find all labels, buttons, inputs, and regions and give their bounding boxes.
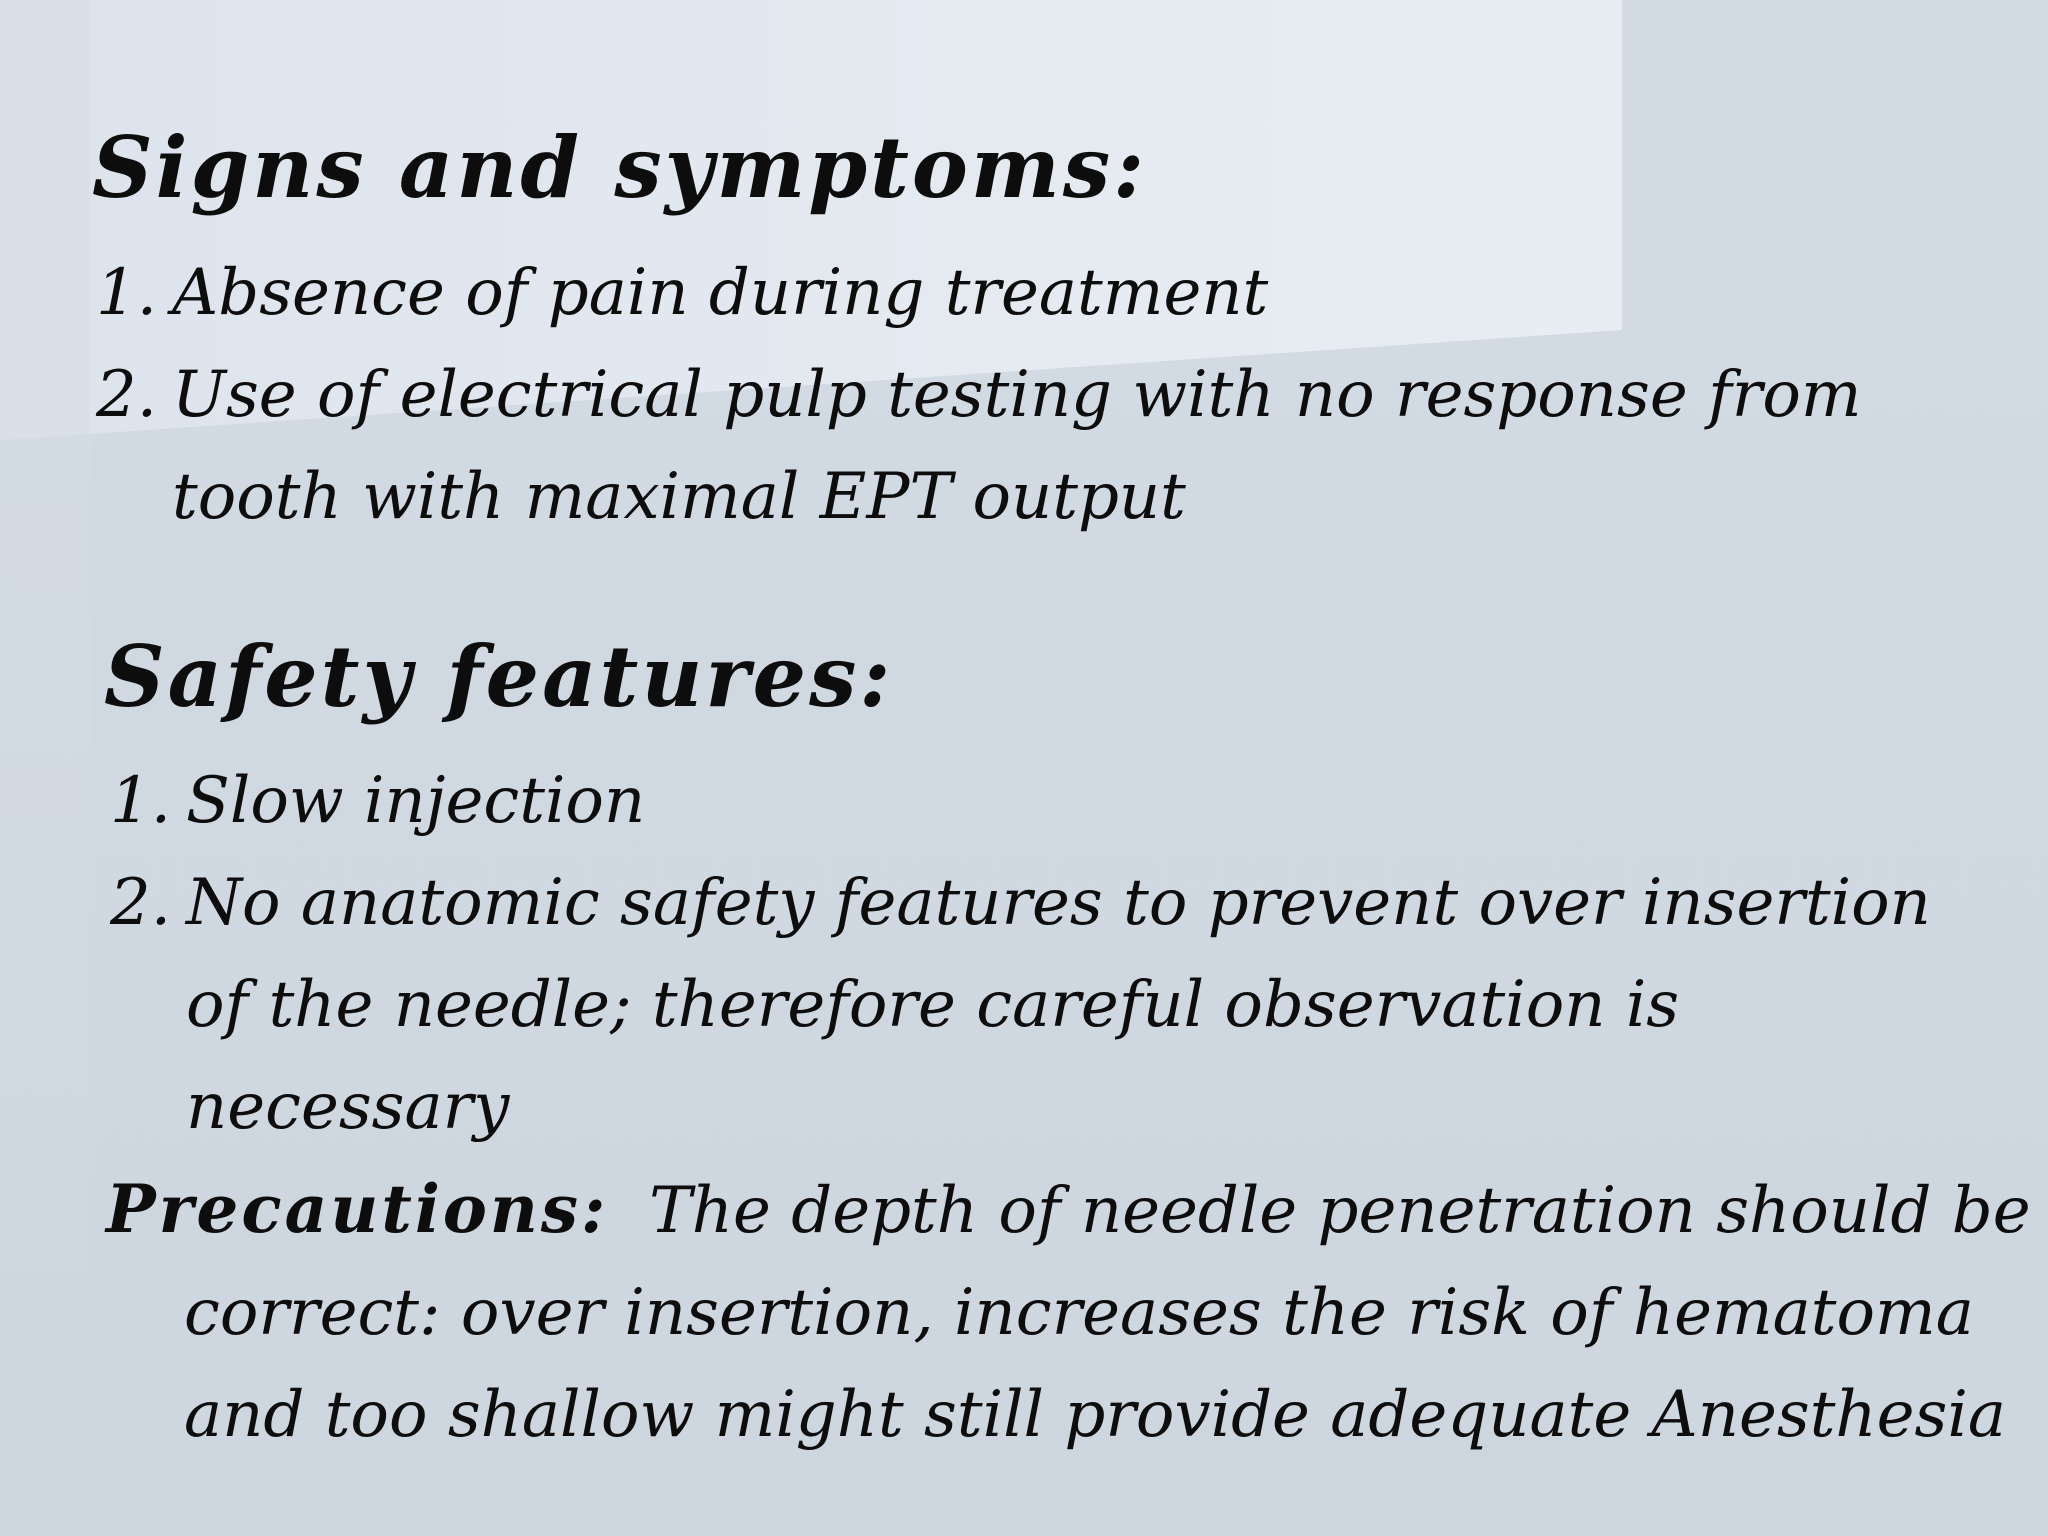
list-item-number: 2.	[96, 358, 158, 432]
precautions-text: The depth of needle penetration should be correct: over insertion, increases the risk of hematoma and too shallow might still provide adequate Anesthesia	[184, 1174, 2031, 1452]
precautions-label: Precautions:	[106, 1170, 609, 1248]
list-item-number: 2.	[110, 866, 172, 940]
list-item	[96, 344, 1996, 548]
list-item-number: 1.	[96, 256, 158, 330]
signs-list	[96, 242, 1996, 548]
list-item-text: Slow injection	[186, 764, 646, 838]
list-item-text: Absence of pain during treatment	[172, 256, 1269, 330]
list-item-text: No anatomic safety features to prevent over insertion of the needle; therefore careful observation is necessary	[186, 866, 1931, 1144]
list-item	[110, 852, 2010, 1158]
signs-heading: Signs and symptoms:	[92, 118, 1148, 217]
list-item	[96, 242, 1996, 344]
safety-heading: Safety features:	[104, 627, 894, 726]
precautions-paragraph	[106, 1158, 2048, 1466]
list-item-text: Use of electrical pulp testing with no response from tooth with maximal EPT output	[172, 358, 1862, 534]
list-item	[110, 750, 2010, 852]
safety-list	[110, 750, 2010, 1158]
list-item-number: 1.	[110, 764, 172, 838]
